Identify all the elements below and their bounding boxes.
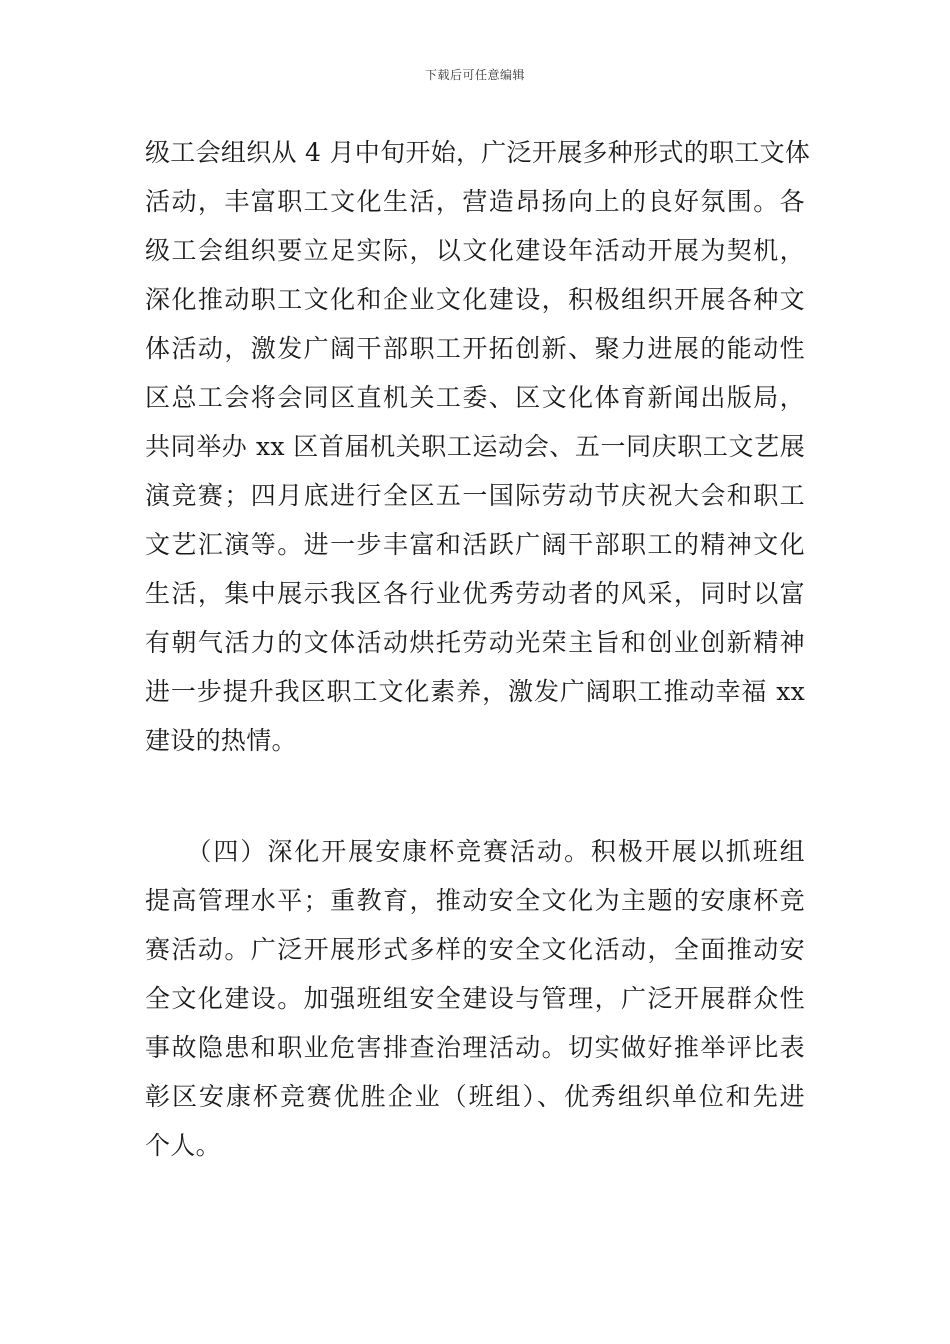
paragraph-line: 体活动，激发广阔干部职工开拓创新、聚力进展的能动性: [145, 334, 805, 363]
paragraph-line: 提高管理水平；重教育，推动安全文化为主题的安康杯竞: [145, 886, 805, 915]
paragraph-line: （四）深化开展安康杯竞赛活动。积极开展以抓班组: [145, 837, 805, 866]
paragraph-line: 文艺汇演等。进一步丰富和活跃广阔干部职工的精神文化: [145, 530, 805, 559]
paragraph-line: 活动，丰富职工文化生活，营造昂扬向上的良好氛围。各: [145, 187, 805, 216]
paragraph-1: [145, 128, 811, 765]
paragraph-spacer: [145, 765, 805, 827]
paragraph-2: [145, 827, 805, 1170]
paragraph-line: 深化推动职工文化和企业文化建设，积极组织开展各种文: [145, 285, 805, 314]
paragraph-line: 共同举办 xx 区首届机关职工运动会、五一同庆职工文艺展: [145, 432, 805, 461]
paragraph-line: 区总工会将会同区直机关工委、区文化体育新闻出版局，: [145, 383, 805, 412]
paragraph-line: 建设的热情。: [145, 726, 297, 755]
paragraph-line: 演竞赛；四月底进行全区五一国际劳动节庆祝大会和职工: [145, 481, 805, 510]
paragraph-line: 赛活动。广泛开展形式多样的安全文化活动，全面推动安: [145, 935, 805, 964]
paragraph-line: 级工会组织要立足实际，以文化建设年活动开展为契机，: [145, 236, 805, 265]
paragraph-line: 全文化建设。加强班组安全建设与管理，广泛开展群众性: [145, 984, 805, 1013]
paragraph-line: 事故隐患和职业危害排查治理活动。切实做好推举评比表: [145, 1033, 805, 1062]
paragraph-line: 进一步提升我区职工文化素养，激发广阔职工推动幸福 xx: [145, 677, 805, 706]
paragraph-line: 个人。: [145, 1131, 221, 1160]
paragraph-line: 有朝气活力的文体活动烘托劳动光荣主旨和创业创新精神: [145, 628, 805, 657]
paragraph-line: 生活，集中展示我区各行业优秀劳动者的风采，同时以富: [145, 579, 805, 608]
paragraph-line: 彰区安康杯竞赛优胜企业（班组）、优秀组织单位和先进: [145, 1082, 805, 1111]
document-body: [145, 128, 811, 1170]
paragraph-line: 级工会组织从 4 月中旬开始，广泛开展多种形式的职工文体: [145, 138, 811, 167]
header-note: 下载后可任意编辑: [424, 68, 525, 82]
